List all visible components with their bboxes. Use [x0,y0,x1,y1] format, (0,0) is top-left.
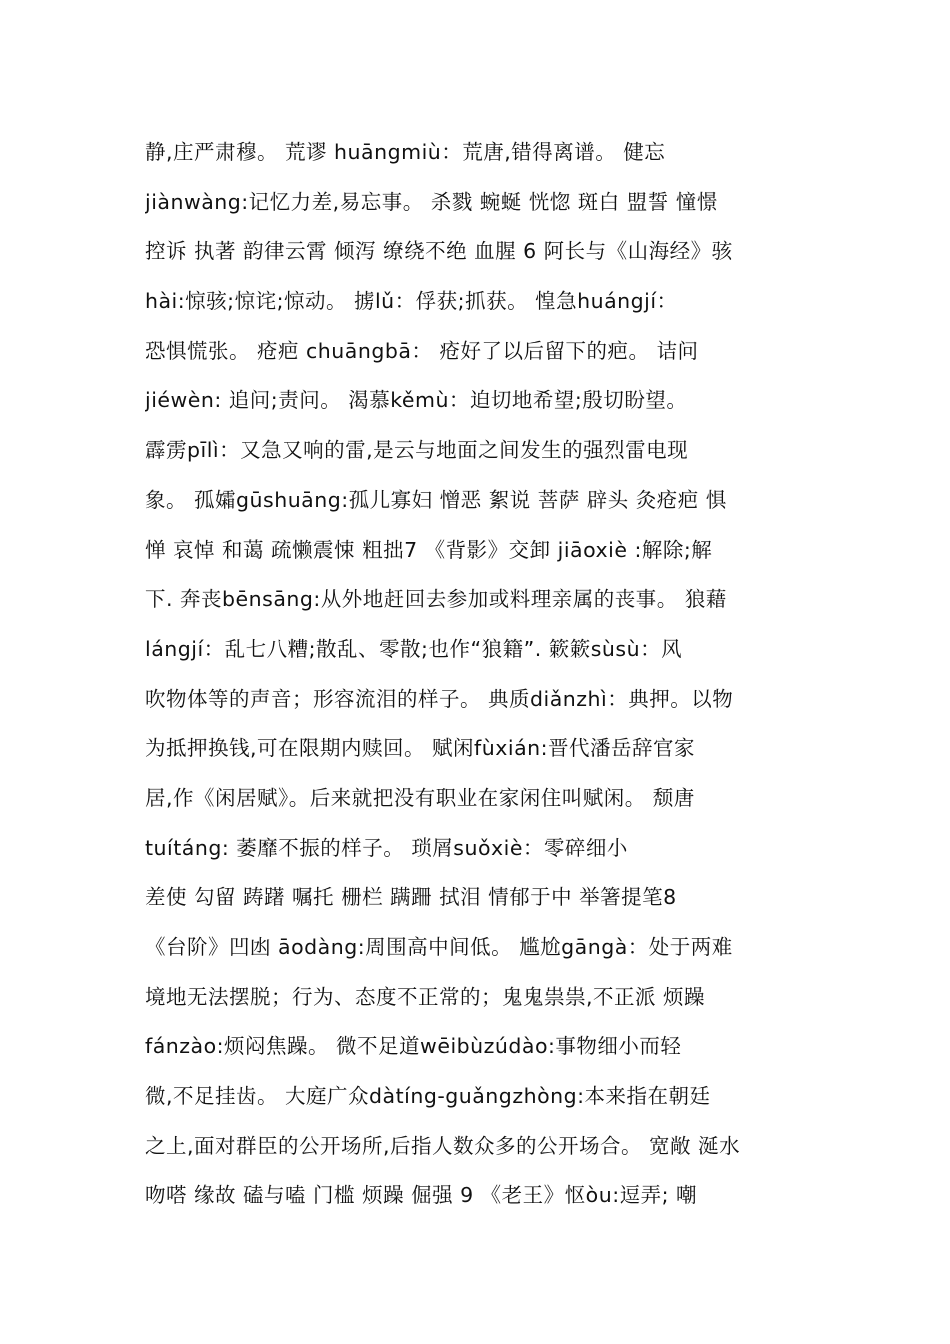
text-line: 微,不足挂齿。 大庭广众dàtíng-guǎngzhòng:本来指在朝廷 [145,1084,711,1109]
text-line: 恐惧慌张。 疮疤 chuāngbā： 疮好了以后留下的疤。 诘问 [145,338,699,363]
text-line: 居,作《闲居赋》。后来就把没有职业在家闲住叫赋闲。 颓唐 [145,785,695,810]
text-line: lángjí：乱七八糟;散乱、零散;也作“狼籍”. 簌簌sùsù：风 [145,636,683,661]
text-line: tuítáng: 萎靡不振的样子。 琐屑suǒxiè：零碎细小 [145,835,628,860]
text-line: 之上,面对群臣的公开场所,后指人数众多的公开场合。 宽敞 涎水 [145,1133,741,1158]
text-line: 差使 勾留 踌躇 嘱托 栅栏 蹒跚 拭泪 情郁于中 举箸提笔8 [145,885,677,910]
text-line: 《台阶》凹凼 āodàng:周围高中间低。 尴尬gāngà：处于两难 [145,935,733,959]
text-line: fánzào:烦闷焦躁。 微不足道wēibùzúdào:事物细小而轻 [145,1034,682,1059]
text-line: 控诉 执著 韵律云霄 倾泻 缭绕不绝 血腥 6 阿长与《山海经》骇 [145,239,733,264]
text-line: 吹物体等的声音；形容流泪的样子。 典质diǎnzhì：典押。以物 [145,686,734,711]
text-line: 象。 孤孀gūshuāng:孤儿寡妇 憎恶 絮说 菩萨 辟头 灸疮疤 惧 [145,487,727,512]
body-text [145,132,815,1225]
text-line: 霹雳pīlì：又急又响的雷,是云与地面之间发生的强烈雷电现 [145,438,689,463]
text-line: hài:惊骇;惊诧;惊动。 掳lǔ：俘获;抓获。 惶急huángjí： [145,289,678,314]
text-line: jiànwàng:记忆力差,易忘事。 杀戮 蜿蜒 恍惚 斑白 盟誓 憧憬 [145,189,718,214]
text-line: 惮 哀悼 和蔼 疏懒震悚 粗拙7 《背影》交卸 jiāoxiè :解除;解 [145,537,713,562]
text-line: 吻嗒 缘故 磕与嗑 门槛 烦躁 倔强 9 《老王》怄òu:逗弄; 嘲 [145,1183,698,1208]
text-line: 下. 奔丧bēnsāng:从外地赶回去参加或料理亲属的丧事。 狼藉 [145,587,727,612]
text-line: 为抵押换钱,可在限期内赎回。 赋闲fùxián:晋代潘岳辞官家 [145,736,696,761]
text-line: 境地无法摆脱；行为、态度不正常的；鬼鬼祟祟,不正派 烦躁 [145,984,706,1009]
text-line: jiéwèn: 追问;责问。 渴慕kěmù：迫切地希望;殷切盼望。 [145,388,688,413]
text-line: 静,庄严肃穆。 荒谬 huāngmiù：荒唐,错得离谱。 健忘 [145,140,666,164]
